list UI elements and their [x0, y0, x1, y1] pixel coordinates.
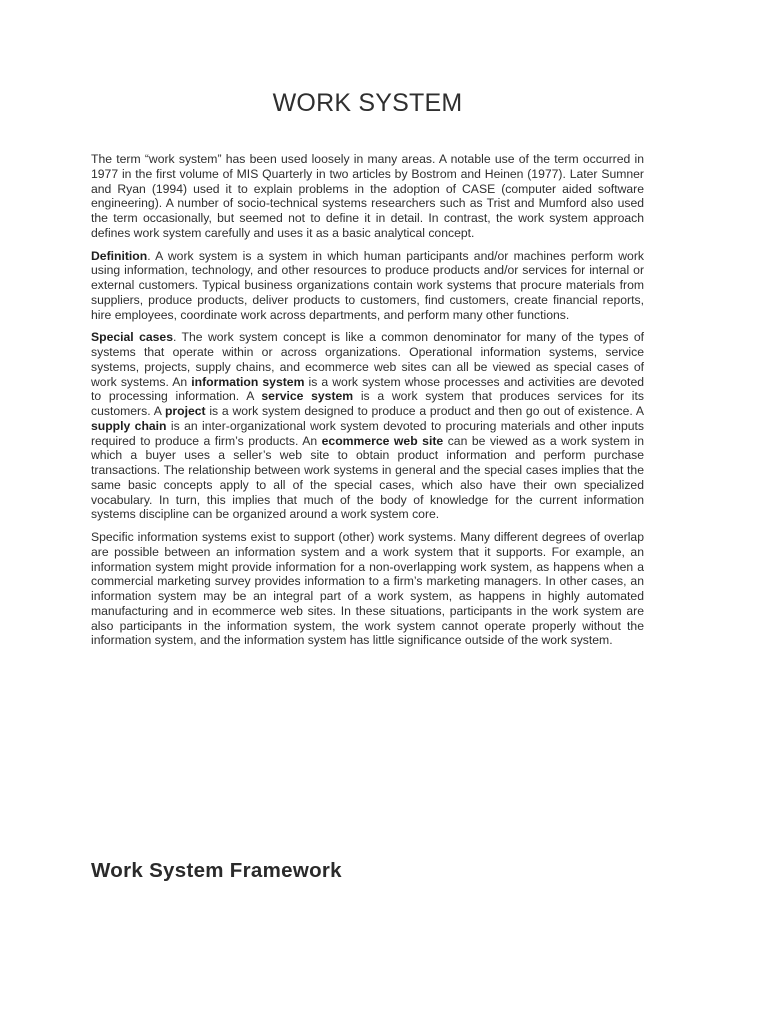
special-cases-text: is a work system that produces services for its customers. A [91, 389, 644, 418]
special-cases-text: is a work system whose processes and activities are devoted to processing information. A [91, 374, 644, 404]
section-heading: Work System Framework [91, 859, 342, 882]
document-body [91, 152, 644, 656]
special-cases-text: can be viewed as a work system in which a buyer uses a seller’s web site to obtain product information and perform purchase transactions. The relationship between work systems in general and the special cases implies that the same basic concepts apply to all of the special cases, which also have their own specialized vocabulary. In turn, this implies that much of the body of knowledge for the current information systems discipline can be organized around a work system core. [91, 433, 645, 522]
intro-paragraph: The term “work system” has been used loosely in many areas. A notable use of the term occurred in 1977 in the first volume of MIS Quarterly in two articles by Bostrom and Heinen (1977). Later Sumner and Ryan (1994) used it to explain problems in the adoption of CASE (computer aided software engineering). A number of socio-technical systems researchers such as Trist and Mumford also used the term occasionally, but seemed not to define it in detail. In contrast, the work system approach defines work system carefully and uses it as a basic analytical concept. [91, 152, 644, 240]
definition-text: . A work system is a system in which human participants and/or machines perform work using information, technology, and other resources to produce products and/or services for internal or external customers. Typical business organizations contain work systems that procure materials from suppliers, produce products, deliver products to customers, find customers, create financial reports, hire employees, coordinate work across departments, and perform many other functions. [91, 248, 644, 322]
support-paragraph: Specific information systems exist to support (other) work systems. Many different degrees of overlap are possible between an information system and a work system that it supports. For example, an information system might provide information for a non-overlapping work system, as happens when a commercial marketing survey provides information to a firm’s marketing managers. In other cases, an information system may be an integral part of a work system, as happens in highly automated manufacturing and in ecommerce web sites. In these situations, participants in the work system are also participants in the information system, the work system cannot operate properly without the information system, and the information system has little significance outside of the work system. [91, 530, 644, 648]
keyword-supply-chain: supply chain [91, 418, 167, 433]
keyword-project: project [164, 404, 206, 418]
definition-term: Definition [91, 248, 148, 263]
keyword-service-system: service system [261, 389, 354, 404]
special-cases-term: Special cases [91, 330, 173, 345]
definition-paragraph [91, 249, 644, 323]
special-cases-text: . The work system concept is like a common denominator for many of the types of systems that operate within or across organizations. Operational information systems, service systems, projects, supply chains, and ecommerce web sites can all be viewed as special cases of work systems. An [91, 330, 644, 389]
special-cases-text: is a work system designed to produce a product and then go out of existence. A [205, 404, 644, 418]
special-cases-text: is an inter-organizational work system devoted to procuring materials and other inputs required to produce a firm’s products. An [91, 418, 644, 448]
special-cases-paragraph [91, 330, 644, 522]
keyword-information-system: information system [191, 374, 305, 389]
document-title: WORK SYSTEM [272, 89, 463, 117]
keyword-ecommerce-web-site: ecommerce web site [321, 433, 444, 448]
